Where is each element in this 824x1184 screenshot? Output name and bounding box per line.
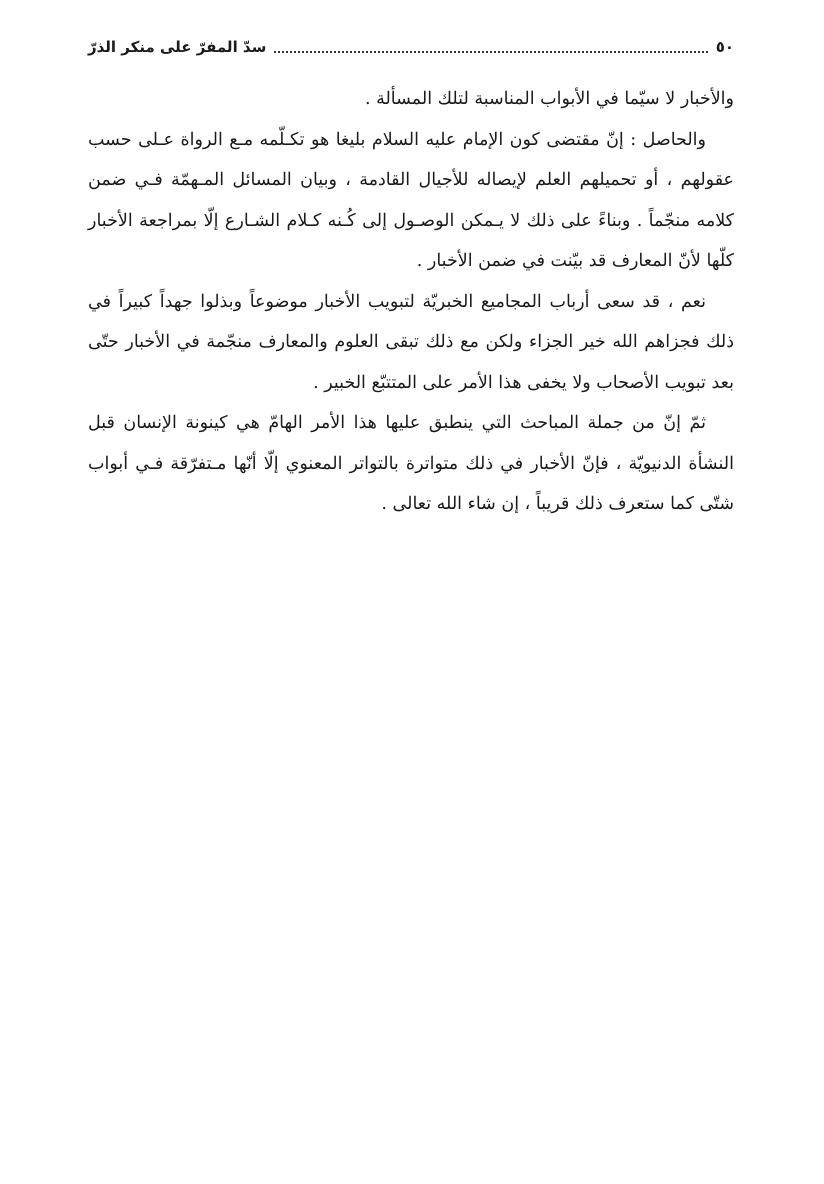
paragraph-3: نعم ، قد سعى أرباب المجاميع الخبريّة لتبويب الأخبار موضوعاً وبذلوا جهداً كبيراً في ذلك فجزاهم الله خير الجزاء ولكن مع ذلك تبقى العلوم والمعارف منجّمة في الأخبار حتّى بعد تبويب الأصحاب ولا يخفى هذا الأمر على المتتبّع الخبير . (88, 291, 734, 393)
paragraph-4: ثمّ إنّ من جملة المباحث التي ينطبق عليها هذا الأمر الهامّ هي كينونة الإنسان قبل النشأة الدنيويّة ، فإنّ الأخبار في ذلك متواترة بالتواتر المعنوي إلّا أنّها مـتفرّقة فـي أبواب شتّى كما ستعرف ذلك قريباً ، إن شاء الله تعالى . (88, 413, 734, 514)
header-dotted-leader (274, 51, 707, 53)
book-title: سدّ المفرّ على منكر الذرّ (88, 37, 267, 56)
page-number: ٥٠ (715, 37, 734, 56)
paragraph-2: والحاصل : إنّ مقتضى كون الإمام عليه السلام بليغا هو تكـلّمه مـع الرواة عـلى حسب عقولهم ، أو تحميلهم العلم لإيصاله للأجيال القادمة ، وبيان المسائل المـهمّة فـي ضمن كلامه منجّماً . وبناءً على ذلك لا يـمكن الوصـول إلى كُـنه كـلام الشـارع إلّا بمراجعة الأخبار كلّها لأنّ المعارف قد بيّنت في ضمن الأخبار . (88, 129, 734, 271)
body-text (88, 79, 734, 525)
paragraph-1: والأخبار لا سيّما في الأبواب المناسبة لتلك المسألة . (364, 89, 734, 109)
running-header (88, 34, 734, 60)
